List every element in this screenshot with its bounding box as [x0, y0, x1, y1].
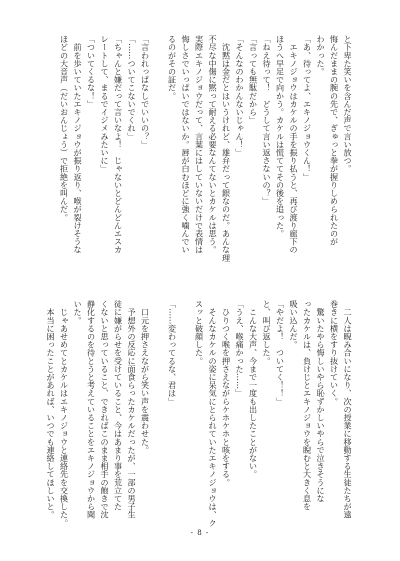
text-column: 「そんなのわかんないじゃん！」: [235, 35, 245, 157]
page-number: - 8 -: [190, 529, 210, 537]
text-column: くないと思っていること、できればこのまま相手の飽きで沈: [100, 300, 110, 519]
text-column: こんな大声、今まで一度も出したことがない。: [248, 300, 259, 479]
text-column: ほうへ早足で向かう。カケルは慌ててその後を追った。: [275, 35, 286, 238]
text-column: 悔んだままの腕の先で、ぎゅっと拳が握りしめられたのが: [329, 35, 340, 246]
text-column: 二人は睨み合いになり、次の授業に移動する生徒たちが遠: [343, 300, 353, 519]
text-column: 「言っても無駄だから」: [248, 35, 259, 125]
text-column: 実際エキノジョウだって、言葉にはしていないだけで表情は: [194, 35, 205, 254]
text-column: わかった。: [316, 35, 326, 76]
text-column: 「あ、待ってよ、エキノジョウくん！」: [302, 35, 313, 181]
text-column: スッと破顔した。: [194, 300, 205, 365]
text-column: 口元を押さえながら笑い声を震わせた。: [140, 300, 151, 454]
text-column: 沈黙は金だとはいうけれど、雄弁だって銀なのだ。あんな理: [221, 35, 232, 262]
text-column: 不尽な中傷に黙って耐える必要なんてないとカケルは思う。: [208, 35, 218, 254]
text-column: 徒に嫌がらせを受けていること、今はあまり事を荒立てた: [113, 300, 124, 511]
text-column: 前を歩いていたエキノジョウが振り返り、喉が裂けそうな: [73, 35, 83, 254]
upper-text-block: [57, 35, 354, 275]
text-column: 悔しさでいっぱいではないか。唇が白むほどに強く噛んでい: [181, 35, 191, 254]
text-column: るのがその証だ。: [167, 35, 178, 100]
text-column: 「やだよ！ ついてく！！」: [275, 300, 286, 406]
text-column: 驚いたやら悔しいやら恥ずかしいやらで泣きそうにな: [316, 300, 326, 503]
blank-line: [152, 300, 166, 540]
text-column: 本当に困ったことがあれば、いつでも連絡してほしいと。: [46, 300, 56, 519]
text-column: そんなカケルの姿に呆気にとられていたエキノジョウは、ク: [208, 300, 218, 527]
text-column: いた。: [73, 300, 83, 325]
text-column: レートして、まるでイジメみたいに」: [100, 35, 110, 173]
text-column: 静化するのを待とうと考えていることをエキノジョウから聞: [86, 300, 97, 519]
text-column: ひりつく喉を押さえながらケホケホと咳をする。: [221, 300, 232, 487]
text-column: 「……変わってるな、君は」: [167, 300, 178, 406]
text-column: 「ついてくるな！」: [86, 35, 97, 108]
text-column: 「うえ、喉痛かった……」: [235, 300, 245, 398]
text-column: 「……ついてこないでくれ」: [127, 35, 137, 141]
text-column: ったカケルは、負けじとエキノジョウを睨むと大きく息を: [302, 300, 313, 511]
lower-text-block: [44, 300, 355, 540]
text-column: 巻きに横をすり抜けていく。: [329, 300, 340, 406]
text-column: じゃあせめてとカケルはエキノジョウと連絡先を交換した。: [59, 300, 70, 527]
text-column: エキノジョウはカケルの手を振り払うと、再び渡り廊下の: [289, 35, 299, 254]
text-column: と下卑た笑いを含んだ声で言い放つ。: [343, 35, 353, 173]
text-column: 吸い込んだ。: [289, 300, 299, 349]
text-column: と、叫び返した。: [262, 300, 272, 365]
text-column: ほどの大音声（だいおんじょう）で拒絶を叫んだ。: [59, 35, 70, 222]
blank-line: [152, 35, 166, 275]
text-column: 予想外の反応に面食らったカケルだったが、一部の男子生: [127, 300, 137, 519]
text-column: 「ねえ待って！ どうして言い返さないの？」: [262, 35, 272, 206]
text-column: 「ちゃんと嫌だって言いなよ！ じゃないとどんどんエスカ: [113, 35, 124, 254]
text-column: 「言われっぱなしでいいの？」: [140, 35, 151, 149]
blank-line: [179, 300, 193, 540]
